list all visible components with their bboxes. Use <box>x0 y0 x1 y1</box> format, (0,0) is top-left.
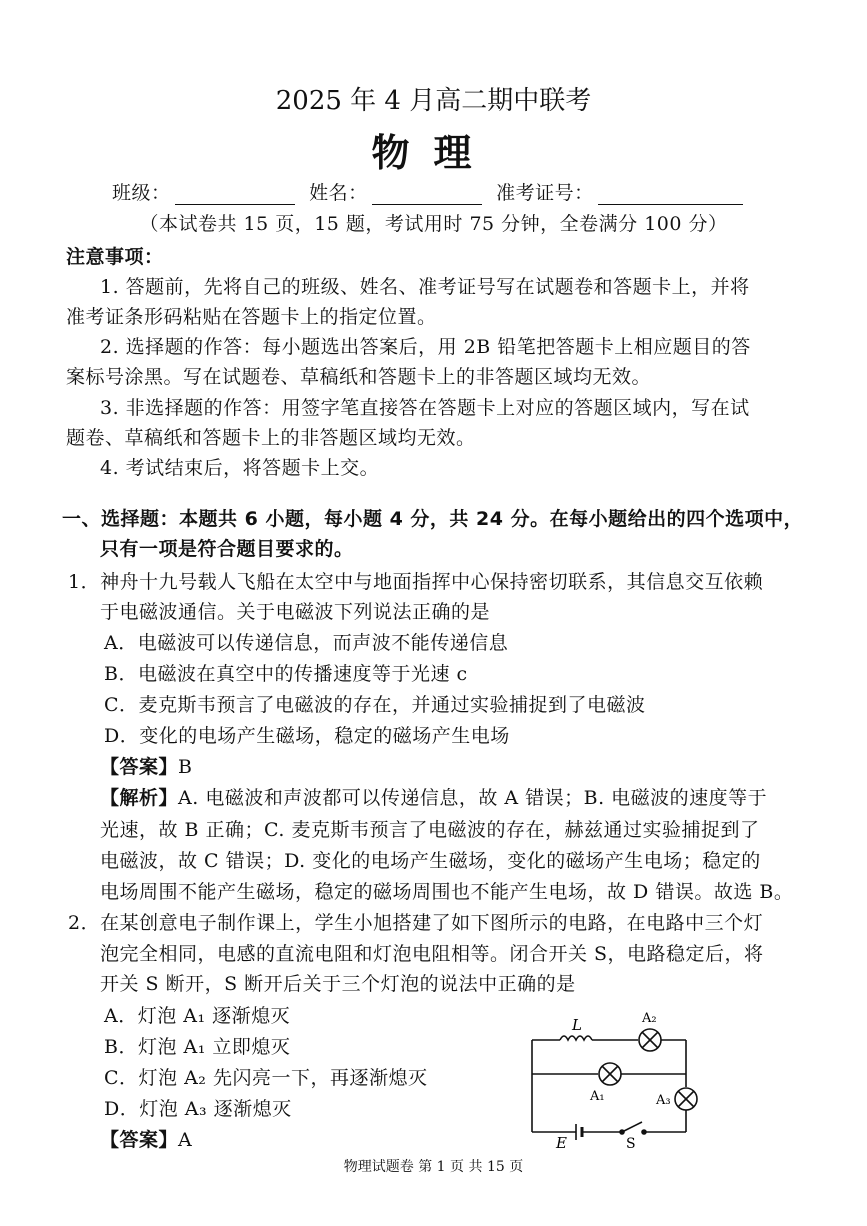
label-a1: A₁ <box>590 1089 605 1104</box>
q1-analysis-line: 电磁波，故 C 错误；D. 变化的电场产生磁场，变化的磁场产生电场；稳定的 <box>100 850 761 872</box>
q1-option-a: A．电磁波可以传递信息，而声波不能传递信息 <box>104 632 509 654</box>
q2-stem-cont: 泡完全相同，电感的直流电阻和灯泡电阻相等。闭合开关 S，电路稳定后，将 <box>100 943 764 965</box>
q2-option-d: D．灯泡 A₃ 逐渐熄灭 <box>104 1098 292 1120</box>
q1-option-b: B．电磁波在真空中的传播速度等于光速 c <box>104 663 468 685</box>
notice-line: 3. 非选择题的作答：用签字笔直接答在答题卡上对应的答题区域内，写在试 <box>100 397 750 419</box>
notice-line: 准考证条形码粘贴在答题卡上的指定位置。 <box>66 306 437 328</box>
name-blank[interactable] <box>372 186 482 205</box>
page-footer: 物理试题卷 第 1 页 共 15 页 <box>343 1159 524 1175</box>
q1-analysis <box>100 783 767 810</box>
inductor-coil <box>560 1036 592 1040</box>
notice-line: 2. 选择题的作答：每小题选出答案后，用 2B 铅笔把答题卡上相应题目的答 <box>100 336 751 358</box>
q2-option-a: A．灯泡 A₁ 逐渐熄灭 <box>104 1005 291 1027</box>
q2-stem: 2．在某创意电子制作课上，学生小旭搭建了如下图所示的电路，在电路中三个灯 <box>68 912 764 934</box>
subject-title: 物理 <box>371 130 496 175</box>
q1-option-d: D．变化的电场产生磁场，稳定的磁场产生电场 <box>104 725 510 747</box>
label-a3: A₃ <box>656 1093 671 1108</box>
answer-value: A <box>178 1129 193 1151</box>
name-label: 姓名： <box>309 182 368 204</box>
analysis-text: A. 电磁波和声波都可以传递信息，故 A 错误；B. 电磁波的速度等于 <box>178 787 768 809</box>
exam-id-blank[interactable] <box>598 186 743 205</box>
q1-option-c: C．麦克斯韦预言了电磁波的存在，并通过实验捕捉到了电磁波 <box>104 694 646 716</box>
student-info-fields <box>112 178 751 205</box>
exam-note: （本试卷共 15 页，15 题，考试用时 75 分钟，全卷满分 100 分） <box>139 213 728 235</box>
q2-stem-cont: 开关 S 断开，S 断开后关于三个灯泡的说法中正确的是 <box>100 973 576 995</box>
section-heading-cont: 只有一项是符合题目要求的。 <box>100 538 354 560</box>
q1-stem: 1．神舟十九号载人飞船在太空中与地面指挥中心保持密切联系，其信息交互依赖 <box>68 571 764 593</box>
q2-answer <box>100 1125 192 1152</box>
section-heading: 一、选择题：本题共 6 小题，每小题 4 分，共 24 分。在每小题给出的四个选项中， <box>62 508 804 530</box>
notice-heading: 注意事项： <box>66 246 164 268</box>
analysis-label: 【解析】 <box>100 787 179 809</box>
exam-title: 2025 年 4 月高二期中联考 <box>275 86 592 116</box>
switch-blade <box>622 1122 642 1132</box>
q2-option-c: C．灯泡 A₂ 先闪亮一下，再逐渐熄灭 <box>104 1067 428 1089</box>
label-a2: A₂ <box>642 1011 657 1026</box>
notice-line: 4. 考试结束后，将答题卡上交。 <box>100 457 380 479</box>
answer-label: 【答案】 <box>100 1129 179 1151</box>
notice-line: 案标号涂黑。写在试题卷、草稿纸和答题卡上的非答题区域均无效。 <box>66 366 652 388</box>
q2-option-b: B．灯泡 A₁ 立即熄灭 <box>104 1036 291 1058</box>
label-s: S <box>626 1136 636 1152</box>
circuit-diagram <box>520 1008 710 1153</box>
notice-line: 题卷、草稿纸和答题卡上的非答题区域均无效。 <box>66 427 476 449</box>
class-blank[interactable] <box>175 186 295 205</box>
answer-value: B <box>178 756 193 778</box>
class-label: 班级： <box>112 182 171 204</box>
answer-label: 【答案】 <box>100 756 179 778</box>
q1-analysis-line: 电场周围不能产生磁场，稳定的磁场周围也不能产生电场，故 D 错误。故选 B。 <box>100 881 794 903</box>
q1-analysis-line: 光速，故 B 正确；C. 麦克斯韦预言了电磁波的存在，赫兹通过实验捕捉到了 <box>100 819 760 841</box>
q1-answer <box>100 752 192 779</box>
notice-line: 1. 答题前，先将自己的班级、姓名、准考证号写在试题卷和答题卡上，并将 <box>100 276 750 298</box>
q1-stem-cont: 于电磁波通信。关于电磁波下列说法正确的是 <box>100 601 491 623</box>
label-e: E <box>556 1134 567 1152</box>
exam-id-label: 准考证号： <box>496 182 594 204</box>
label-l: L <box>572 1016 582 1034</box>
